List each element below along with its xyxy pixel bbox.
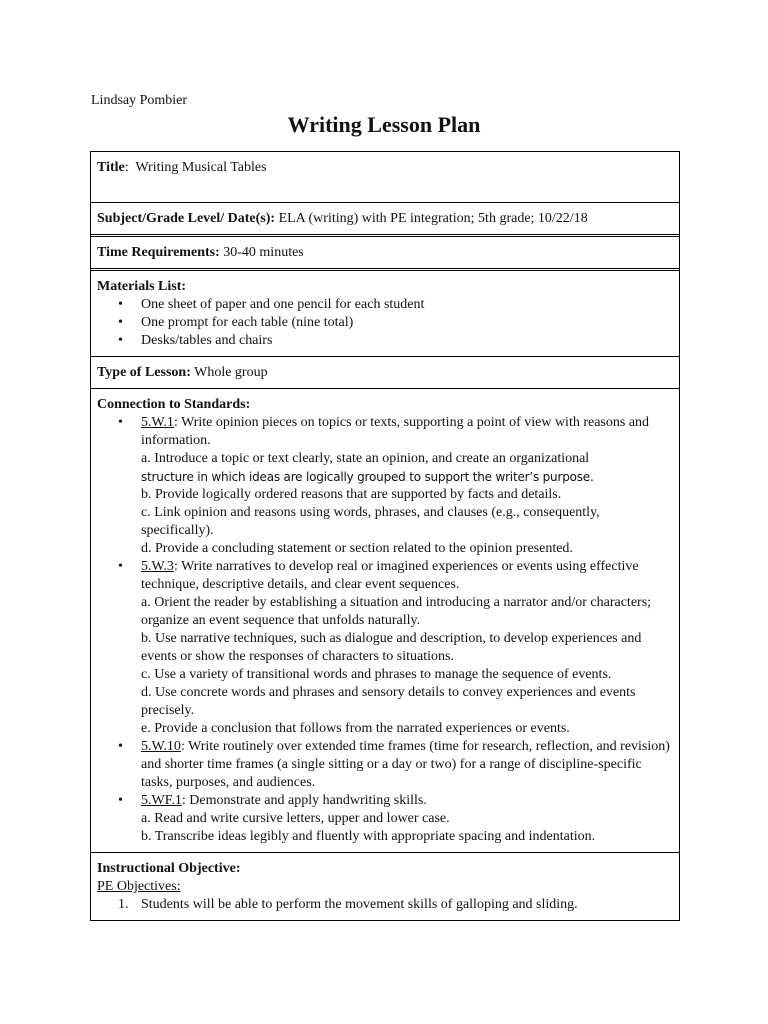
subject-value: ELA (writing) with PE integration; 5th grade; 10/22/18 bbox=[278, 211, 588, 226]
time-label: Time Requirements: bbox=[97, 245, 220, 260]
standard-code: 5.W.1 bbox=[141, 415, 174, 430]
objective-text: Students will be able to perform the movement skills of galloping and sliding. bbox=[141, 897, 578, 912]
time-row bbox=[91, 237, 679, 271]
standard-sub: e. Provide a conclusion that follows from the narrated experiences or events. bbox=[141, 721, 570, 736]
standards-list bbox=[97, 414, 673, 846]
standard-text: : Write narratives to develop real or imagined experiences or events using effective technique, descriptive details, and clear event sequences. bbox=[141, 559, 639, 592]
standard-item bbox=[141, 792, 673, 846]
objective-label: Instructional Objective: bbox=[97, 861, 241, 876]
objective-row bbox=[91, 853, 679, 921]
standard-item bbox=[141, 738, 673, 792]
lesson-plan-table bbox=[90, 151, 680, 921]
materials-label: Materials List: bbox=[97, 279, 187, 294]
standard-sub: b. Transcribe ideas legibly and fluently with appropriate spacing and indentation. bbox=[141, 829, 596, 844]
standard-sub: b. Provide logically ordered reasons that are supported by facts and details. bbox=[141, 487, 562, 502]
lesson-type-value: Whole group bbox=[194, 365, 268, 380]
author-name: Lindsay Pombier bbox=[91, 93, 188, 108]
materials-item: • One prompt for each table (nine total) bbox=[141, 314, 673, 332]
standard-code: 5.WF.1 bbox=[141, 793, 182, 808]
standard-code: 5.W.3 bbox=[141, 559, 174, 574]
standard-item bbox=[141, 414, 673, 558]
standard-sub: c. Link opinion and reasons using words, phrases, and clauses (e.g., consequently, specifically). bbox=[141, 505, 600, 538]
objective-number: 1. bbox=[118, 897, 129, 912]
standard-sub: c. Use a variety of transitional words and phrases to manage the sequence of events. bbox=[141, 667, 612, 682]
materials-item: • Desks/tables and chairs bbox=[141, 332, 673, 350]
pe-objectives-heading: PE Objectives: bbox=[97, 879, 181, 894]
standard-code: 5.W.10 bbox=[141, 739, 181, 754]
standards-row bbox=[91, 389, 679, 853]
title-row: Title: Writing Musical Tables bbox=[91, 152, 679, 203]
title-value: Writing Musical Tables bbox=[135, 160, 267, 175]
standard-sub: structure in which ideas are logically grouped to support the writer’s purpose. bbox=[141, 470, 594, 484]
standard-text: : Demonstrate and apply handwriting skills. bbox=[181, 793, 427, 808]
standard-text: : Write routinely over extended time frames (time for research, reflection, and revision) and shorter time frames (a single sitting or a day or two) for a range of discipline-specific tasks, purposes, and audiences. bbox=[141, 739, 670, 790]
objective-item bbox=[118, 896, 673, 914]
standard-sub: a. Orient the reader by establishing a situation and introducing a narrator and/or characters; organize an event sequence that unfolds naturally. bbox=[141, 595, 652, 628]
standard-text: : Write opinion pieces on topics or texts, supporting a point of view with reasons and information. bbox=[141, 415, 650, 448]
standard-sub: a. Read and write cursive letters, upper and lower case. bbox=[141, 811, 450, 826]
materials-item: • One sheet of paper and one pencil for each student bbox=[141, 296, 673, 314]
subject-row bbox=[91, 203, 679, 237]
title-label: Title bbox=[97, 160, 125, 175]
standard-sub: a. Introduce a topic or text clearly, state an opinion, and create an organizational bbox=[141, 451, 590, 466]
materials-row bbox=[91, 271, 679, 357]
time-value: 30-40 minutes bbox=[223, 245, 304, 260]
lesson-type-label: Type of Lesson: bbox=[97, 365, 191, 380]
standard-item bbox=[141, 558, 673, 738]
materials-list bbox=[97, 296, 673, 350]
objective-list bbox=[97, 896, 673, 914]
standard-sub: b. Use narrative techniques, such as dialogue and description, to develop experiences and events or show the responses of characters to situations. bbox=[141, 631, 642, 664]
subject-label: Subject/Grade Level/ Date(s): bbox=[97, 211, 276, 226]
standard-sub: d. Use concrete words and phrases and sensory details to convey experiences and events precisely. bbox=[141, 685, 636, 718]
standard-sub: d. Provide a concluding statement or section related to the opinion presented. bbox=[141, 541, 573, 556]
page-title: Writing Lesson Plan bbox=[287, 112, 481, 137]
standards-label: Connection to Standards: bbox=[97, 397, 251, 412]
lesson-type-row bbox=[91, 357, 679, 389]
